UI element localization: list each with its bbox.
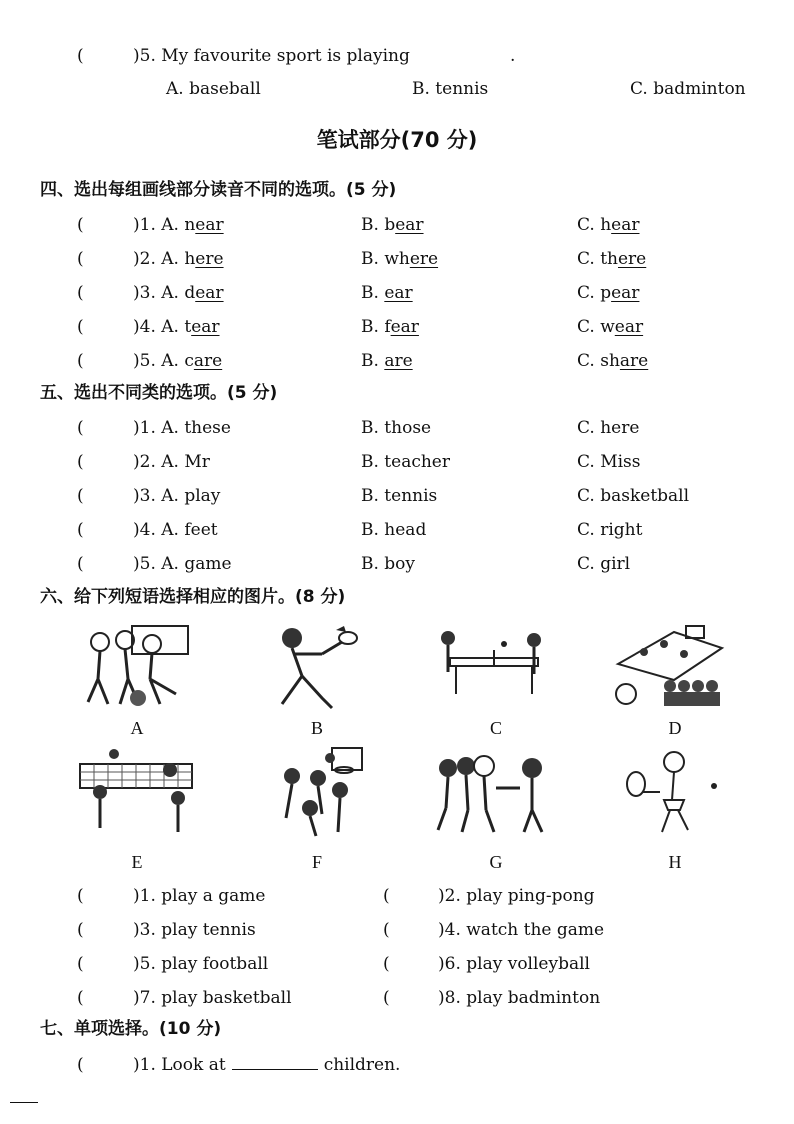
option-a <box>133 351 222 371</box>
option-c <box>577 283 639 303</box>
answer-paren[interactable]: ( <box>77 554 84 574</box>
section-4-heading: 四、选出每组画线部分读音不同的选项。(5 分) <box>40 180 397 200</box>
underlined-part: are <box>193 351 223 371</box>
picture-b-badminton <box>262 624 374 712</box>
picture-label-g: G <box>489 852 503 872</box>
phrase-item: )1. play a game <box>133 886 266 906</box>
answer-paren[interactable]: ( <box>77 317 84 337</box>
answer-paren[interactable]: ( <box>383 920 390 940</box>
section-6-heading: 六、给下列短语选择相应的图片。(8 分) <box>40 587 346 607</box>
question-text: )1. Look at children. <box>133 1055 401 1075</box>
word-start: h <box>184 249 196 269</box>
option-b <box>361 215 424 235</box>
underlined-part: ere <box>618 249 647 269</box>
answer-paren[interactable]: ( <box>383 886 390 906</box>
underlined-part: ear <box>384 283 413 303</box>
section-5-heading: 五、选出不同类的选项。(5 分) <box>40 383 278 403</box>
option-c: C. Miss <box>577 452 641 472</box>
phrase-item: )3. play tennis <box>133 920 256 940</box>
option-prefix: C. <box>577 249 595 269</box>
word-start: c <box>184 351 194 371</box>
option-a <box>133 317 220 337</box>
answer-paren[interactable]: ( <box>77 46 84 66</box>
answer-paren[interactable]: ( <box>77 520 84 540</box>
option-prefix: B. <box>361 215 379 235</box>
underlined-part: ear <box>195 215 224 235</box>
option-a: )5. A. game <box>133 554 232 574</box>
option-b <box>361 283 413 303</box>
phrase-item: )8. play badminton <box>438 988 601 1008</box>
option-prefix: B. <box>361 249 379 269</box>
picture-label-c: C <box>489 718 502 738</box>
answer-paren[interactable]: ( <box>77 954 84 974</box>
underlined-part: ere <box>409 249 439 269</box>
underlined-part: ear <box>390 317 419 337</box>
option-prefix: B. <box>361 317 379 337</box>
underlined-part: ear <box>395 215 424 235</box>
option-a <box>133 283 224 303</box>
fill-blank[interactable] <box>232 1055 318 1070</box>
underlined-part: ear <box>611 215 640 235</box>
word-start: d <box>184 283 196 303</box>
question-text: )5. My favourite sport is playing <box>133 46 410 66</box>
option-c <box>577 317 643 337</box>
option-c: C. basketball <box>577 486 690 506</box>
footer-line <box>10 1102 38 1103</box>
answer-paren[interactable]: ( <box>77 486 84 506</box>
option-c <box>577 351 648 371</box>
picture-e-volleyball <box>80 748 192 836</box>
picture-label-d: D <box>668 718 682 738</box>
option-b <box>361 351 413 371</box>
answer-paren[interactable]: ( <box>77 886 84 906</box>
phrase-item: )5. play football <box>133 954 269 974</box>
option-b: B. tennis <box>361 486 438 506</box>
word-start: t <box>184 317 192 337</box>
option-b <box>361 249 438 269</box>
word-start: w <box>600 317 615 337</box>
picture-label-e: E <box>131 852 143 872</box>
option-b: B. tennis <box>412 79 489 99</box>
picture-label-b: B <box>310 718 323 738</box>
underlined-part: ere <box>195 249 224 269</box>
picture-label-h: H <box>668 852 682 872</box>
section-title: 笔试部分(70 分) <box>316 128 478 152</box>
option-c: C. right <box>577 520 643 540</box>
picture-f-basketball <box>262 748 374 836</box>
word-start: wh <box>384 249 410 269</box>
option-prefix: B. <box>361 351 379 371</box>
option-b: B. teacher <box>361 452 450 472</box>
option-a: )1. A. these <box>133 418 231 438</box>
answer-paren[interactable]: ( <box>77 215 84 235</box>
answer-paren[interactable]: ( <box>77 283 84 303</box>
option-a: )3. A. play <box>133 486 221 506</box>
option-prefix: B. <box>361 283 379 303</box>
option-b: B. head <box>361 520 427 540</box>
word-start: n <box>184 215 196 235</box>
answer-paren[interactable]: ( <box>383 954 390 974</box>
phrase-item: )7. play basketball <box>133 988 292 1008</box>
underlined-part: are <box>384 351 413 371</box>
section-7-heading: 七、单项选择。(10 分) <box>40 1019 222 1039</box>
option-prefix: )1. A. <box>133 215 179 235</box>
picture-a-football <box>80 624 192 712</box>
answer-paren[interactable]: ( <box>383 988 390 1008</box>
phrase-item: )6. play volleyball <box>438 954 590 974</box>
answer-paren[interactable]: ( <box>77 249 84 269</box>
underlined-part: ear <box>611 283 640 303</box>
question-end: . <box>510 46 516 66</box>
underlined-part: ear <box>191 317 220 337</box>
option-a <box>133 249 224 269</box>
option-prefix: C. <box>577 351 595 371</box>
answer-paren[interactable]: ( <box>77 1055 84 1075</box>
picture-label-a: A <box>130 718 144 738</box>
picture-label-f: F <box>311 852 322 872</box>
option-prefix: )2. A. <box>133 249 179 269</box>
option-c: C. here <box>577 418 640 438</box>
option-prefix: )4. A. <box>133 317 179 337</box>
option-a: )4. A. feet <box>133 520 218 540</box>
answer-paren[interactable]: ( <box>77 988 84 1008</box>
picture-g-play-game <box>434 748 546 836</box>
option-c: C. badminton <box>630 79 746 99</box>
option-c <box>577 215 640 235</box>
picture-d-watch-game <box>614 624 726 712</box>
word-start: p <box>600 283 612 303</box>
option-prefix: C. <box>577 215 595 235</box>
phrase-item: )4. watch the game <box>438 920 605 940</box>
word-start: th <box>600 249 618 269</box>
word-start: sh <box>600 351 620 371</box>
option-b: B. boy <box>361 554 416 574</box>
word-start: f <box>384 317 391 337</box>
option-a: A. baseball <box>166 79 261 99</box>
option-prefix: )5. A. <box>133 351 179 371</box>
phrase-item: )2. play ping-pong <box>438 886 595 906</box>
option-prefix: C. <box>577 317 595 337</box>
word-start: b <box>384 215 396 235</box>
option-b <box>361 317 419 337</box>
word-start: h <box>600 215 612 235</box>
picture-c-ping-pong <box>434 624 546 712</box>
option-a <box>133 215 224 235</box>
option-b: B. those <box>361 418 432 438</box>
option-c: C. girl <box>577 554 631 574</box>
underlined-part: ear <box>195 283 224 303</box>
answer-paren[interactable]: ( <box>77 351 84 371</box>
option-c <box>577 249 646 269</box>
picture-h-tennis <box>614 748 726 836</box>
underlined-part: are <box>619 351 649 371</box>
answer-paren[interactable]: ( <box>77 920 84 940</box>
answer-paren[interactable]: ( <box>77 452 84 472</box>
answer-paren[interactable]: ( <box>77 418 84 438</box>
option-a: )2. A. Mr <box>133 452 210 472</box>
underlined-part: ear <box>614 317 644 337</box>
option-prefix: C. <box>577 283 595 303</box>
option-prefix: )3. A. <box>133 283 179 303</box>
